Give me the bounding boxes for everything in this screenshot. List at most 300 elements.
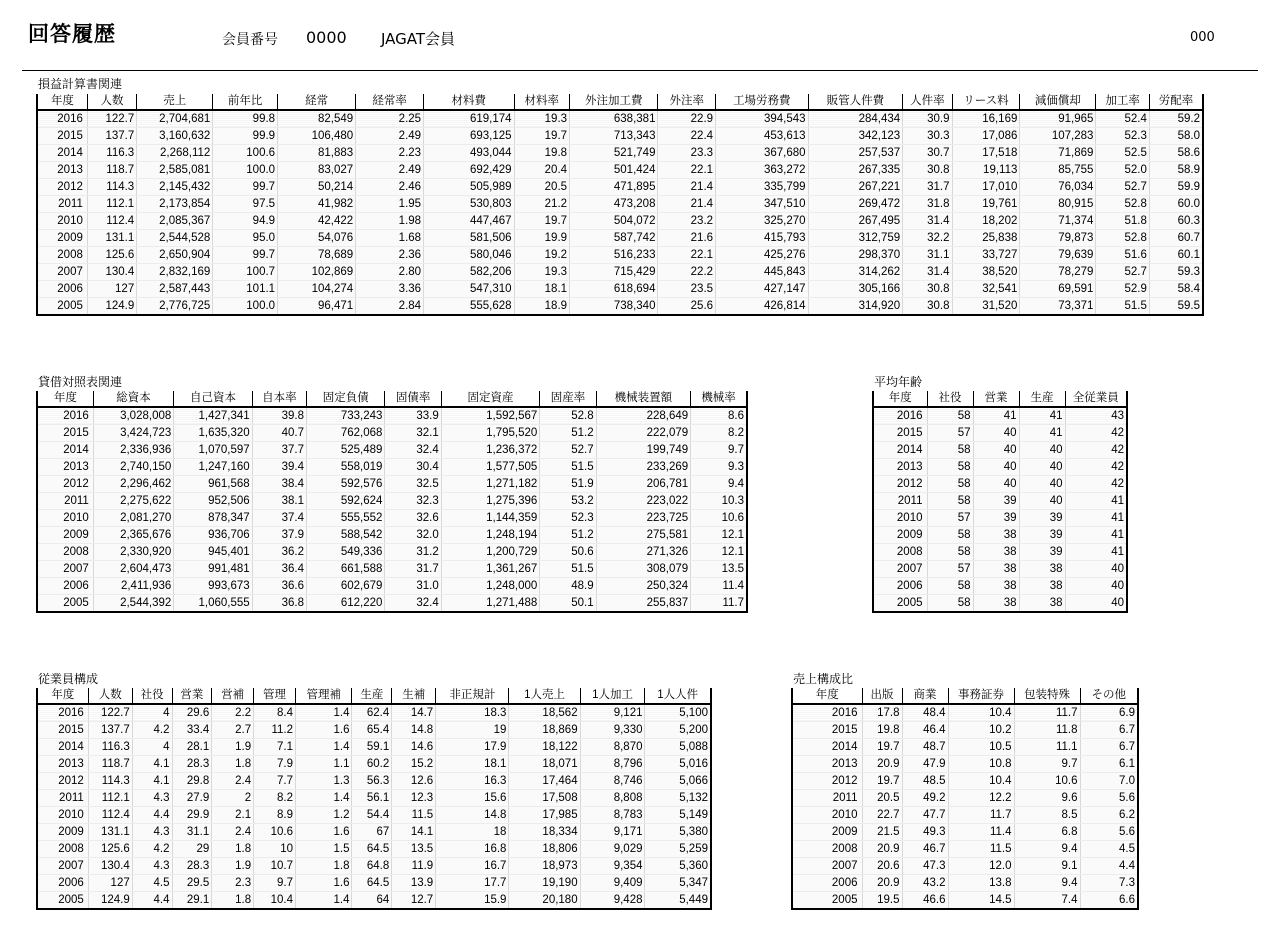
table-cell: 32.5 (385, 476, 441, 493)
year-cell: 2012 (873, 476, 927, 493)
table-cell: 49.3 (902, 824, 948, 841)
table-cell: 2.23 (356, 145, 424, 162)
table-cell: 325,270 (716, 213, 809, 230)
year-cell: 2014 (792, 739, 862, 756)
table-cell: 112.1 (88, 790, 132, 807)
table-row (37, 247, 1203, 264)
table-cell: 102,869 (278, 264, 356, 281)
table-cell: 1.4 (295, 790, 352, 807)
table-cell: 14.8 (436, 807, 509, 824)
table-cell: 23.3 (658, 145, 716, 162)
year-cell: 2009 (37, 230, 87, 247)
year-cell: 2011 (37, 196, 87, 213)
table-row (37, 110, 1203, 128)
table-cell: 20.5 (862, 790, 902, 807)
table-cell: 31.7 (385, 561, 441, 578)
table-cell: 28.3 (172, 756, 212, 773)
table-cell: 48.4 (902, 704, 948, 722)
table-cell: 18,562 (509, 704, 580, 722)
table-cell: 41 (1019, 407, 1065, 425)
table-cell: 15.6 (436, 790, 509, 807)
table-cell: 8.2 (691, 425, 747, 442)
table-cell: 118.7 (87, 162, 136, 179)
table-cell: 223,725 (596, 510, 691, 527)
table-cell: 5,088 (645, 739, 711, 756)
table-cell: 580,046 (424, 247, 514, 264)
table-cell: 38,520 (952, 264, 1020, 281)
table-row (37, 264, 1203, 281)
table-row (37, 407, 747, 425)
table-cell: 8,783 (580, 807, 645, 824)
table-cell: 2,268,112 (137, 145, 213, 162)
table-cell: 547,310 (424, 281, 514, 298)
year-cell: 2005 (792, 892, 862, 910)
table-cell: 36.4 (252, 561, 306, 578)
table-cell: 51.9 (540, 476, 596, 493)
table-cell: 59.5 (1149, 298, 1203, 316)
table-cell: 30.4 (385, 459, 441, 476)
table-cell: 1,248,194 (441, 527, 540, 544)
table-cell: 22.2 (658, 264, 716, 281)
column-header: 生産 (1019, 391, 1065, 407)
table-cell: 122.7 (88, 704, 132, 722)
table-cell: 29.8 (172, 773, 212, 790)
table-cell: 58 (927, 407, 973, 425)
table-cell: 130.4 (88, 858, 132, 875)
column-header: 生産 (352, 688, 392, 704)
page-title: 回答履歴 (28, 22, 116, 46)
year-cell: 2012 (37, 179, 87, 196)
table-cell: 5,449 (645, 892, 711, 910)
table-cell: 13.8 (948, 875, 1014, 892)
table-cell: 52.7 (540, 442, 596, 459)
table-cell: 2.46 (356, 179, 424, 196)
table-cell: 588,542 (307, 527, 385, 544)
table-cell: 99.8 (213, 110, 278, 128)
table-row (37, 179, 1203, 196)
table-cell: 1,635,320 (174, 425, 252, 442)
table-cell: 426,814 (716, 298, 809, 316)
year-cell: 2010 (37, 510, 93, 527)
table-cell: 9,354 (580, 858, 645, 875)
table-cell: 3,424,723 (93, 425, 173, 442)
table-cell: 991,481 (174, 561, 252, 578)
table-cell: 2,275,622 (93, 493, 173, 510)
year-cell: 2008 (37, 841, 88, 858)
table-cell: 43.2 (902, 875, 948, 892)
table-cell: 33,727 (952, 247, 1020, 264)
table-cell: 30.8 (903, 162, 952, 179)
table-cell: 40.7 (252, 425, 306, 442)
table-cell: 20.5 (514, 179, 570, 196)
year-cell: 2011 (37, 790, 88, 807)
table-cell: 661,588 (307, 561, 385, 578)
column-header: 材料率 (514, 94, 570, 110)
table-cell: 60.2 (352, 756, 392, 773)
table-row (37, 230, 1203, 247)
table-row (792, 704, 1138, 722)
table-cell: 52.8 (540, 407, 596, 425)
table-cell: 2,544,392 (93, 595, 173, 613)
employee-section-title: 従業員構成 (38, 672, 99, 686)
table-header-row (792, 688, 1138, 704)
table-cell: 206,781 (596, 476, 691, 493)
table-cell: 5,380 (645, 824, 711, 841)
table-cell: 22.1 (658, 162, 716, 179)
table-cell: 8.6 (691, 407, 747, 425)
table-cell: 51.5 (1096, 298, 1149, 316)
table-row (873, 407, 1127, 425)
table-cell: 5,259 (645, 841, 711, 858)
table-cell: 308,079 (596, 561, 691, 578)
table-cell: 6.7 (1080, 722, 1138, 739)
column-header: 固定負債 (307, 391, 385, 407)
table-row (37, 425, 747, 442)
table-cell: 4.2 (132, 841, 172, 858)
year-cell: 2005 (37, 298, 87, 316)
table-cell: 30.8 (903, 298, 952, 316)
table-cell: 1.9 (212, 739, 254, 756)
column-header: 加工率 (1096, 94, 1149, 110)
table-cell: 36.8 (252, 595, 306, 613)
table-cell: 33.9 (385, 407, 441, 425)
table-cell: 516,233 (570, 247, 658, 264)
table-cell: 131.1 (87, 230, 136, 247)
table-cell: 11.4 (948, 824, 1014, 841)
table-cell: 7.4 (1014, 892, 1080, 910)
year-cell: 2016 (37, 110, 87, 128)
table-cell: 10.4 (948, 773, 1014, 790)
table-cell: 275,581 (596, 527, 691, 544)
bs-section-title: 貸借対照表関連 (38, 375, 123, 389)
table-row (873, 442, 1127, 459)
table-cell: 2.25 (356, 110, 424, 128)
table-cell: 21.4 (658, 196, 716, 213)
table-cell: 78,279 (1020, 264, 1096, 281)
table-cell: 394,543 (716, 110, 809, 128)
table-cell: 5,200 (645, 722, 711, 739)
table-cell: 83,027 (278, 162, 356, 179)
table-cell: 52.0 (1096, 162, 1149, 179)
table-cell: 58.0 (1149, 128, 1203, 145)
table-cell: 715,429 (570, 264, 658, 281)
table-cell: 10.8 (948, 756, 1014, 773)
table-header-row (37, 94, 1203, 110)
income-statement-table (36, 94, 1204, 316)
table-cell: 116.3 (88, 739, 132, 756)
table-cell: 58.9 (1149, 162, 1203, 179)
column-header: 営業 (973, 391, 1019, 407)
table-cell: 40 (1019, 442, 1065, 459)
table-cell: 76,034 (1020, 179, 1096, 196)
column-header: 年度 (37, 391, 93, 407)
table-cell: 17,086 (952, 128, 1020, 145)
table-cell: 19.5 (862, 892, 902, 910)
year-cell: 2008 (792, 841, 862, 858)
table-cell: 19.8 (514, 145, 570, 162)
table-row (37, 790, 711, 807)
column-header: 1人加工 (580, 688, 645, 704)
table-cell: 37.4 (252, 510, 306, 527)
table-cell: 18.3 (436, 704, 509, 722)
column-header: 販管人件費 (808, 94, 903, 110)
table-cell: 5,066 (645, 773, 711, 790)
table-cell: 2,704,681 (137, 110, 213, 128)
table-cell: 52.8 (1096, 230, 1149, 247)
table-cell: 2.49 (356, 162, 424, 179)
column-header: 年度 (37, 688, 88, 704)
table-row (37, 442, 747, 459)
table-cell: 11.7 (691, 595, 747, 613)
table-cell: 107,283 (1020, 128, 1096, 145)
table-header-row (37, 391, 747, 407)
average-age-table (872, 391, 1128, 613)
table-cell: 51.2 (540, 425, 596, 442)
table-cell: 1.2 (295, 807, 352, 824)
table-cell: 32.2 (903, 230, 952, 247)
table-cell: 555,552 (307, 510, 385, 527)
column-header: 自己資本 (174, 391, 252, 407)
table-cell: 40 (973, 425, 1019, 442)
table-cell: 31.0 (385, 578, 441, 595)
table-cell: 693,125 (424, 128, 514, 145)
table-row (37, 128, 1203, 145)
table-row (792, 875, 1138, 892)
table-cell: 40 (1065, 595, 1127, 613)
table-cell: 40 (1019, 493, 1065, 510)
table-cell: 64.5 (352, 841, 392, 858)
table-cell: 473,208 (570, 196, 658, 213)
table-cell: 9,171 (580, 824, 645, 841)
table-cell: 52.9 (1096, 281, 1149, 298)
table-row (792, 756, 1138, 773)
year-cell: 2011 (792, 790, 862, 807)
table-cell: 5,132 (645, 790, 711, 807)
table-row (873, 578, 1127, 595)
table-cell: 22.7 (862, 807, 902, 824)
table-cell: 58 (927, 459, 973, 476)
table-cell: 9.7 (691, 442, 747, 459)
table-cell: 51.5 (540, 459, 596, 476)
table-row (873, 476, 1127, 493)
table-cell: 32.0 (385, 527, 441, 544)
table-cell: 56.3 (352, 773, 392, 790)
table-cell: 41,982 (278, 196, 356, 213)
year-cell: 2016 (873, 407, 927, 425)
table-cell: 46.7 (902, 841, 948, 858)
table-cell: 415,793 (716, 230, 809, 247)
table-cell: 18,071 (509, 756, 580, 773)
year-cell: 2013 (37, 162, 87, 179)
table-cell: 1.4 (295, 739, 352, 756)
table-cell: 367,680 (716, 145, 809, 162)
table-row (873, 595, 1127, 613)
table-cell: 314,920 (808, 298, 903, 316)
year-cell: 2015 (37, 128, 87, 145)
table-cell: 38 (973, 544, 1019, 561)
table-row (792, 807, 1138, 824)
table-cell: 12.3 (392, 790, 436, 807)
table-cell: 79,873 (1020, 230, 1096, 247)
table-cell: 8,808 (580, 790, 645, 807)
table-cell: 39.4 (252, 459, 306, 476)
table-cell: 18.9 (514, 298, 570, 316)
column-header: 包装特殊 (1014, 688, 1080, 704)
table-cell: 39.8 (252, 407, 306, 425)
table-cell: 32.3 (385, 493, 441, 510)
table-cell: 11.5 (948, 841, 1014, 858)
table-cell: 692,429 (424, 162, 514, 179)
table-header-row (37, 688, 711, 704)
table-cell: 19.7 (862, 739, 902, 756)
table-cell: 39 (1019, 510, 1065, 527)
table-cell: 91,965 (1020, 110, 1096, 128)
table-cell: 4.4 (132, 807, 172, 824)
table-row (37, 298, 1203, 316)
table-row (37, 756, 711, 773)
table-cell: 100.0 (213, 298, 278, 316)
column-header: 事務証券 (948, 688, 1014, 704)
table-cell: 40 (1065, 561, 1127, 578)
table-cell: 5,100 (645, 704, 711, 722)
table-cell: 713,343 (570, 128, 658, 145)
year-cell: 2012 (792, 773, 862, 790)
table-cell: 4.3 (132, 858, 172, 875)
table-cell: 59.1 (352, 739, 392, 756)
table-row (37, 281, 1203, 298)
table-cell: 9.7 (1014, 756, 1080, 773)
table-cell: 250,324 (596, 578, 691, 595)
table-cell: 8.9 (254, 807, 296, 824)
table-cell: 41 (1065, 493, 1127, 510)
table-cell: 81,883 (278, 145, 356, 162)
table-cell: 17.9 (436, 739, 509, 756)
column-header: 社役 (927, 391, 973, 407)
table-cell: 8,796 (580, 756, 645, 773)
year-cell: 2007 (37, 264, 87, 281)
table-cell: 14.6 (392, 739, 436, 756)
column-header: 材料費 (424, 94, 514, 110)
table-cell: 2.49 (356, 128, 424, 145)
table-cell: 25.6 (658, 298, 716, 316)
table-cell: 4.3 (132, 790, 172, 807)
table-cell: 342,123 (808, 128, 903, 145)
year-cell: 2013 (37, 459, 93, 476)
table-cell: 12.7 (392, 892, 436, 910)
table-cell: 31.8 (903, 196, 952, 213)
table-cell: 7.3 (1080, 875, 1138, 892)
table-cell: 41 (1065, 527, 1127, 544)
table-cell: 29.6 (172, 704, 212, 722)
year-cell: 2013 (873, 459, 927, 476)
year-cell: 2015 (873, 425, 927, 442)
table-cell: 13.5 (691, 561, 747, 578)
table-cell: 4 (132, 704, 172, 722)
table-cell: 59.3 (1149, 264, 1203, 281)
table-cell: 19,190 (509, 875, 580, 892)
column-header: 売上 (137, 94, 213, 110)
table-cell: 31.1 (903, 247, 952, 264)
table-row (37, 722, 711, 739)
table-cell: 116.3 (87, 145, 136, 162)
year-cell: 2010 (873, 510, 927, 527)
table-cell: 11.8 (1014, 722, 1080, 739)
table-cell: 11.2 (254, 722, 296, 739)
table-cell: 42 (1065, 425, 1127, 442)
year-cell: 2005 (873, 595, 927, 613)
column-header: 固産率 (540, 391, 596, 407)
table-cell: 20,180 (509, 892, 580, 910)
table-cell: 267,221 (808, 179, 903, 196)
table-cell: 17,508 (509, 790, 580, 807)
table-cell: 30.9 (903, 110, 952, 128)
table-cell: 57 (927, 425, 973, 442)
table-cell: 9,409 (580, 875, 645, 892)
table-cell: 11.7 (948, 807, 1014, 824)
table-row (37, 704, 711, 722)
table-row (37, 807, 711, 824)
table-header-row (873, 391, 1127, 407)
table-cell: 284,434 (808, 110, 903, 128)
table-cell: 1,236,372 (441, 442, 540, 459)
column-header: 商業 (902, 688, 948, 704)
table-cell: 85,755 (1020, 162, 1096, 179)
table-cell: 20.9 (862, 756, 902, 773)
table-row (37, 213, 1203, 230)
column-header: 前年比 (213, 94, 278, 110)
table-cell: 9,029 (580, 841, 645, 858)
table-cell: 2.36 (356, 247, 424, 264)
column-header: 営補 (212, 688, 254, 704)
table-cell: 42 (1065, 459, 1127, 476)
table-cell: 199,749 (596, 442, 691, 459)
table-cell: 425,276 (716, 247, 809, 264)
table-cell: 612,220 (307, 595, 385, 613)
table-row (37, 561, 747, 578)
year-cell: 2015 (37, 722, 88, 739)
table-cell: 1.8 (212, 756, 254, 773)
table-cell: 39 (1019, 527, 1065, 544)
column-header: 減価償却 (1020, 94, 1096, 110)
table-cell: 31.2 (385, 544, 441, 561)
table-cell: 2.4 (212, 824, 254, 841)
table-cell: 9.3 (691, 459, 747, 476)
table-row (37, 510, 747, 527)
table-cell: 10 (254, 841, 296, 858)
table-cell: 7.7 (254, 773, 296, 790)
table-cell: 9,330 (580, 722, 645, 739)
table-cell: 223,022 (596, 493, 691, 510)
table-cell: 1,248,000 (441, 578, 540, 595)
table-cell: 31.1 (172, 824, 212, 841)
year-cell: 2009 (37, 527, 93, 544)
table-cell: 64.5 (352, 875, 392, 892)
table-cell: 4 (132, 739, 172, 756)
table-row (37, 544, 747, 561)
table-cell: 69,591 (1020, 281, 1096, 298)
table-cell: 19.9 (514, 230, 570, 247)
table-cell: 52.5 (1096, 145, 1149, 162)
table-cell: 18,202 (952, 213, 1020, 230)
table-row (37, 824, 711, 841)
employee-composition-table (36, 688, 712, 910)
table-row (37, 527, 747, 544)
table-cell: 269,472 (808, 196, 903, 213)
table-cell: 2.7 (212, 722, 254, 739)
table-cell: 618,694 (570, 281, 658, 298)
table-cell: 15.2 (392, 756, 436, 773)
table-row (37, 773, 711, 790)
